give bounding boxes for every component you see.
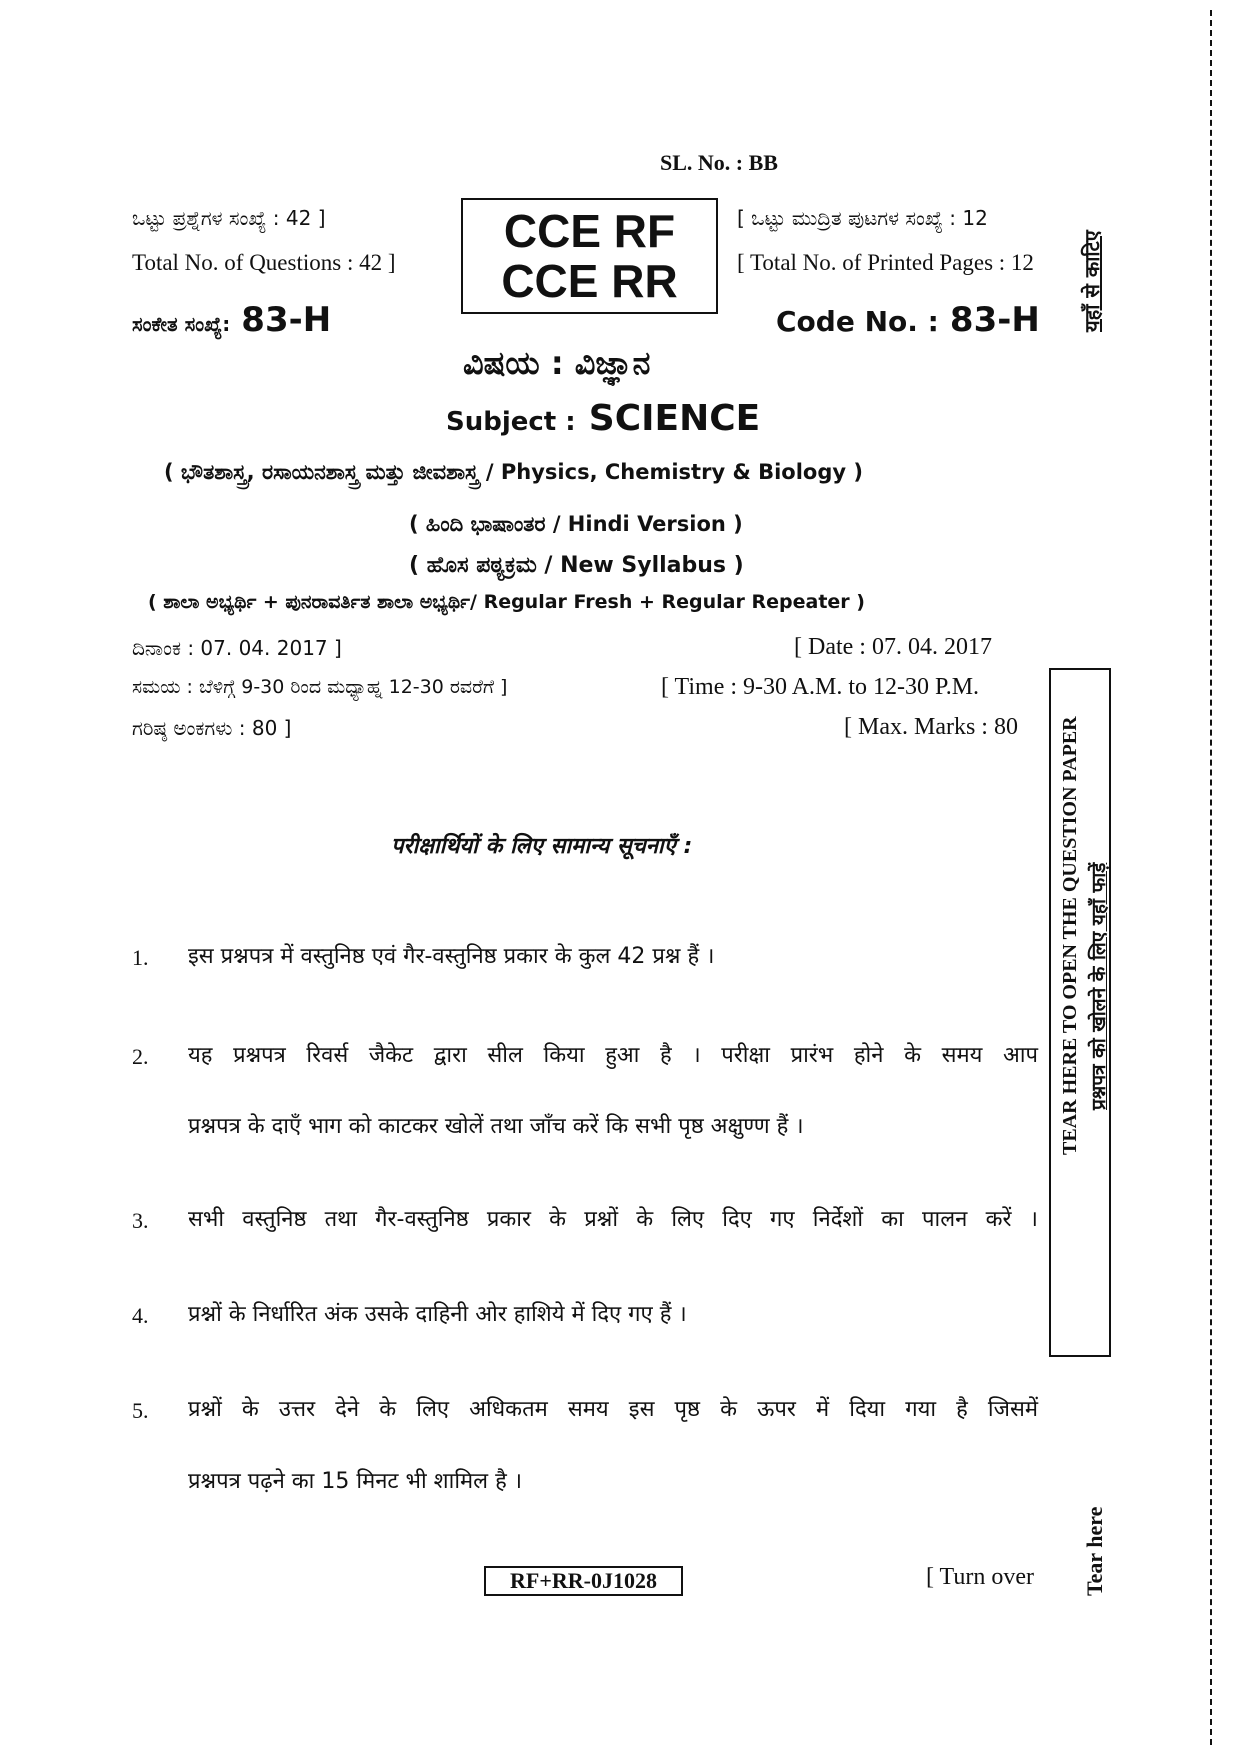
instruction-number: 5. (132, 1398, 149, 1423)
syllabus-type: ( ಹೊಸ ಪಠ್ಯಕ್ರಮ / New Syllabus ) (409, 553, 744, 578)
kn-exam-time: ಸಮಯ : ಬೆಳಿಗ್ಗೆ 9-30 ರಿಂದ ಮಧ್ಯಾಹ್ನ 12-30 ರವರೆಗೆ ] (132, 676, 508, 698)
instruction-number: 2. (132, 1044, 149, 1069)
kn-subject-title: ವಿಷಯ : ವಿಜ್ಞಾನ (463, 344, 651, 382)
instruction-text: प्रश्नों के उत्तर देने के लिए अधिकतम समय इस पृष्ठ के ऊपर में दिया गया है जिसमें (188, 1397, 1038, 1422)
serial-number: SL. No. : BB (660, 150, 778, 175)
instruction-number: 3. (132, 1208, 149, 1233)
instruction-text: प्रश्नों के निर्धारित अंक उसके दाहिनी ओर हाशिये में दिए गए हैं । (188, 1302, 687, 1327)
paper-code: RF+RR-0J1028 (484, 1566, 683, 1596)
instruction-text: सभी वस्तुनिष्ठ तथा गैर-वस्तुनिष्ठ प्रकार के प्रश्नों के लिए दिए गए निर्देशों का पालन करें । (188, 1207, 1038, 1232)
subject-branches: ( ಭೌತಶಾಸ್ತ್ರ, ರಸಾಯನಶಾಸ್ತ್ರ ಮತ್ತು ಜೀವಶಾಸ್ತ್ರ / Physics, Chemistry & Biology ) (164, 460, 863, 484)
kn-code-number (132, 300, 331, 340)
tear-open-label: TEAR HERE TO OPEN THE QUESTION PAPER (1059, 716, 1081, 1155)
code-value: 83-H (949, 300, 1040, 340)
instruction-text: यह प्रश्नपत्र रिवर्स जैकेट द्वारा सील किया हुआ है । परीक्षा प्रारंभ होने के समय आप (188, 1043, 1038, 1068)
tear-open-hindi-label: प्रश्नपत्र को खोलने के लिए यहाँ फाड़ें (1088, 862, 1110, 1110)
subject-label: Subject : (446, 407, 576, 437)
kn-total-questions: ಒಟ್ಟು ಪ್ರಶ್ನೆಗಳ ಸಂಖ್ಯೆ : 42 ] (132, 206, 326, 230)
instructions-heading: परीक्षार्थियों के लिए सामान्य सूचनाएँ : (391, 834, 693, 859)
instruction-text: इस प्रश्नपत्र में वस्तुनिष्ठ एवं गैर-वस्तुनिष्ठ प्रकार के कुल 42 प्रश्न हैं । (188, 944, 715, 969)
instruction-text: प्रश्नपत्र के दाएँ भाग को काटकर खोलें तथा जाँच करें कि सभी पृष्ठ अक्षुण्ण हैं । (188, 1114, 804, 1139)
exam-type-line2: CCE RR (501, 255, 678, 307)
exam-time: [ Time : 9-30 A.M. to 12-30 P.M. (661, 674, 980, 700)
exam-type-box (461, 198, 718, 314)
kn-code-label: ಸಂಕೇತ ಸಂಖ್ಯೆ: (132, 312, 231, 336)
kn-exam-date: ದಿನಾಂಕ : 07. 04. 2017 ] (132, 636, 342, 660)
code-number (776, 300, 1040, 340)
instruction-number: 1. (132, 945, 149, 970)
exam-type-line1: CCE RF (503, 205, 676, 257)
tear-instruction-box (1049, 668, 1111, 1357)
subject-name: SCIENCE (588, 398, 761, 439)
kn-code-value: 83-H (241, 300, 332, 340)
kn-total-pages: [ ಒಟ್ಟು ಮುದ್ರಿತ ಪುಟಗಳ ಸಂಖ್ಯೆ : 12 (737, 206, 988, 230)
cut-here-label: यहाँ से काटिए (1080, 230, 1104, 332)
tear-here-label: Tear here (1082, 1506, 1107, 1596)
code-label: Code No. : (776, 305, 939, 338)
exam-date: [ Date : 07. 04. 2017 (794, 634, 992, 660)
total-questions: Total No. of Questions : 42 ] (132, 250, 396, 275)
max-marks: [ Max. Marks : 80 (844, 714, 1018, 740)
instruction-text: प्रश्नपत्र पढ़ने का 15 मिनट भी शामिल है । (188, 1469, 523, 1494)
turn-over: [ Turn over (926, 1564, 1035, 1590)
subject-title (446, 398, 760, 439)
language-version: ( ಹಿಂದಿ ಭಾಷಾಂತರ / Hindi Version ) (409, 512, 743, 536)
total-pages: [ Total No. of Printed Pages : 12 (737, 250, 1034, 275)
instruction-number: 4. (132, 1303, 149, 1328)
kn-max-marks: ಗರಿಷ್ಠ ಅಂಕಗಳು : 80 ] (132, 716, 292, 740)
tear-line (1210, 10, 1212, 1745)
candidate-type: ( ಶಾಲಾ ಅಭ್ಯರ್ಥಿ + ಪುನರಾವರ್ತಿತ ಶಾಲಾ ಅಭ್ಯರ್ಥಿ/ Regular Fresh + Regular Repeater ) (148, 591, 865, 613)
